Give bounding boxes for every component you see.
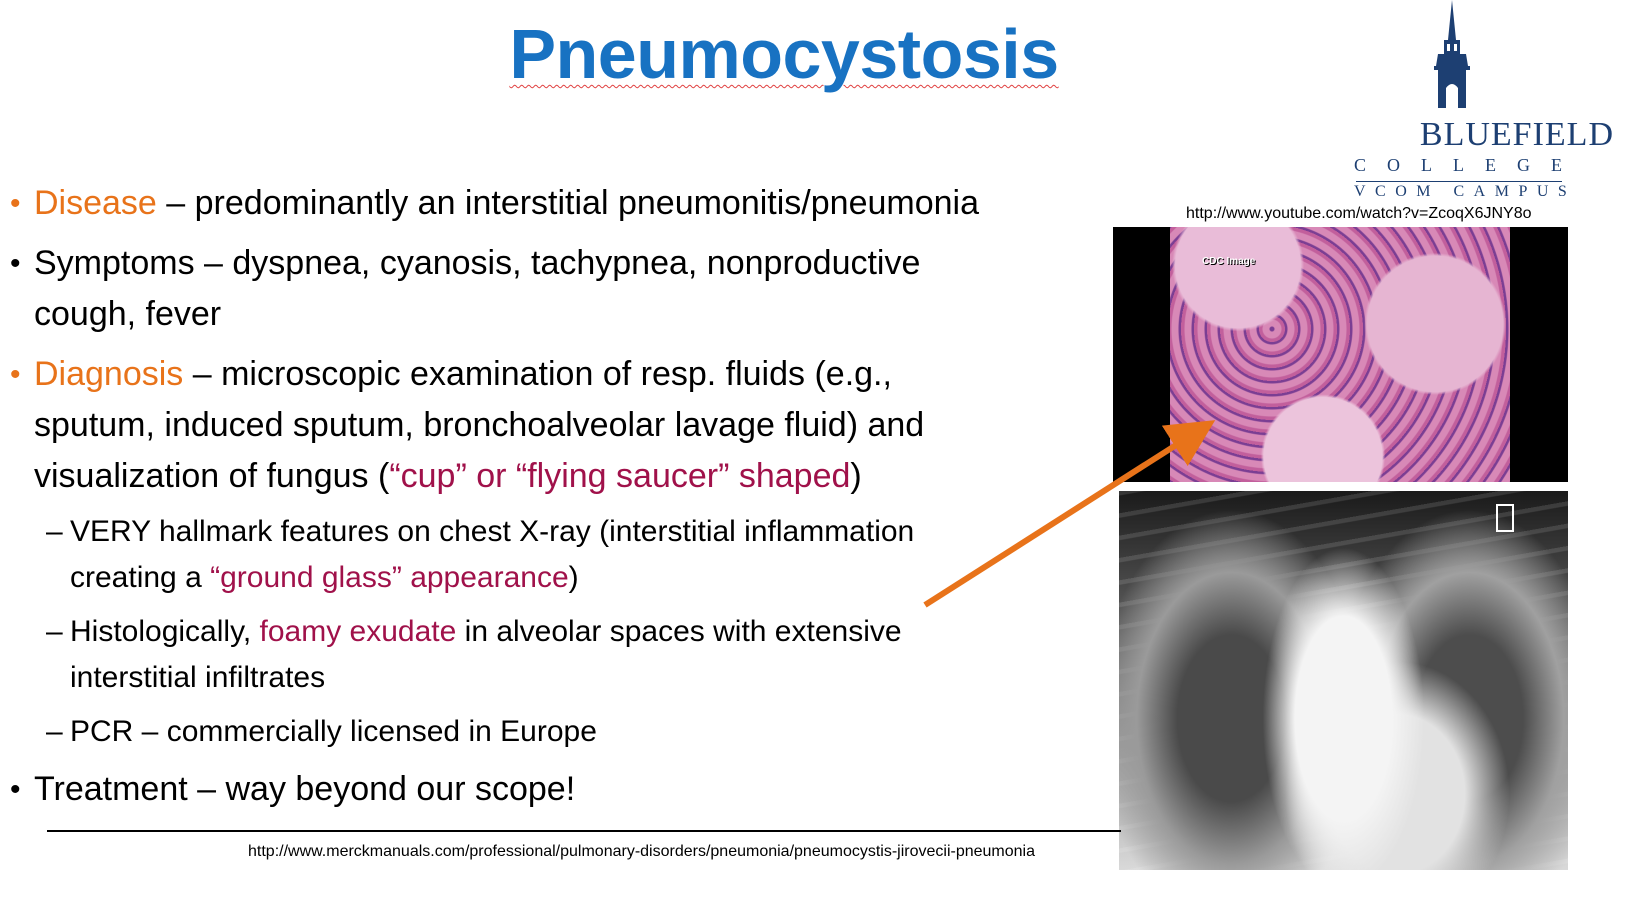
sub1-line-1: VERY hallmark features on chest X-ray (interstitial inflammation [70,515,915,548]
sub-bullet-dash: – [46,515,63,548]
logo-campus: VCOM CAMPUS [1354,183,1577,200]
treatment-text: Treatment – way beyond our scope! [34,770,576,808]
bullet-treatment [10,764,1034,815]
chapel-steeple-icon [1428,0,1476,108]
sub2-line-1-post: in alveolar spaces with extensive [456,615,902,648]
sub1-highlight: “ground glass” appearance [210,561,569,594]
symptoms-line-2: cough, fever [34,295,222,333]
sub-bullet-dash: – [46,615,63,648]
diagnosis-label: Diagnosis [34,355,184,393]
bullet-dot: • [10,247,21,280]
diagnosis-line-3-post: ) [850,457,862,495]
sub2-line-1-pre: Histologically, [70,615,260,648]
diagnosis-line-1: – microscopic examination of resp. fluids (e.g., [183,355,892,393]
sub2-line-2: interstitial infiltrates [70,661,326,694]
video-source-url[interactable]: http://www.youtube.com/watch?v=ZcoqX6JNY8o [1186,205,1532,222]
reference-url[interactable]: http://www.merckmanuals.com/professional/pulmonary-disorders/pneumonia/pneumocystis-jirovecii-pneumonia [248,843,1036,860]
bullet-diagnosis [10,349,1034,502]
logo-college: COLLEGE [1354,155,1583,175]
chest-xray-image [1119,491,1568,870]
sub-bullet-histology [46,609,1000,701]
sub1-line-2-pre: creating a [70,561,211,594]
footer-divider [47,830,1121,832]
sub2-highlight: foamy exudate [259,615,457,648]
bullet-dot: • [10,773,21,806]
cdc-image-label: CDC Image [1202,256,1256,267]
bluefield-college-logo [1354,0,1614,205]
bullet-disease [10,178,1034,229]
sub-bullet-pcr [46,709,1000,755]
histology-image-frame [1113,227,1568,482]
xray-side-marker [1496,504,1514,532]
logo-divider [1356,181,1562,182]
diagnosis-line-2: sputum, induced sputum, bronchoalveolar lavage fluid) and [34,406,925,444]
bullet-dot: • [10,358,21,391]
diagnosis-highlight: “cup” or “flying saucer” shaped [389,457,851,495]
sub3-text: PCR – commercially licensed in Europe [70,715,597,748]
slide-title: Pneumocystosis [509,15,1059,93]
disease-text: – predominantly an interstitial pneumonitis/pneumonia [156,184,979,222]
disease-label: Disease [34,184,157,222]
sub1-line-2-post: ) [568,561,579,594]
diagnosis-line-3-pre: visualization of fungus ( [34,457,390,495]
sub-bullet-dash: – [46,715,63,748]
bullet-symptoms [10,238,1034,340]
logo-name: BLUEFIELD [1419,116,1614,153]
sub-bullet-xray [46,509,1000,601]
symptoms-line-1: Symptoms – dyspnea, cyanosis, tachypnea, nonproductive [34,244,921,282]
bullet-dot: • [10,187,21,220]
